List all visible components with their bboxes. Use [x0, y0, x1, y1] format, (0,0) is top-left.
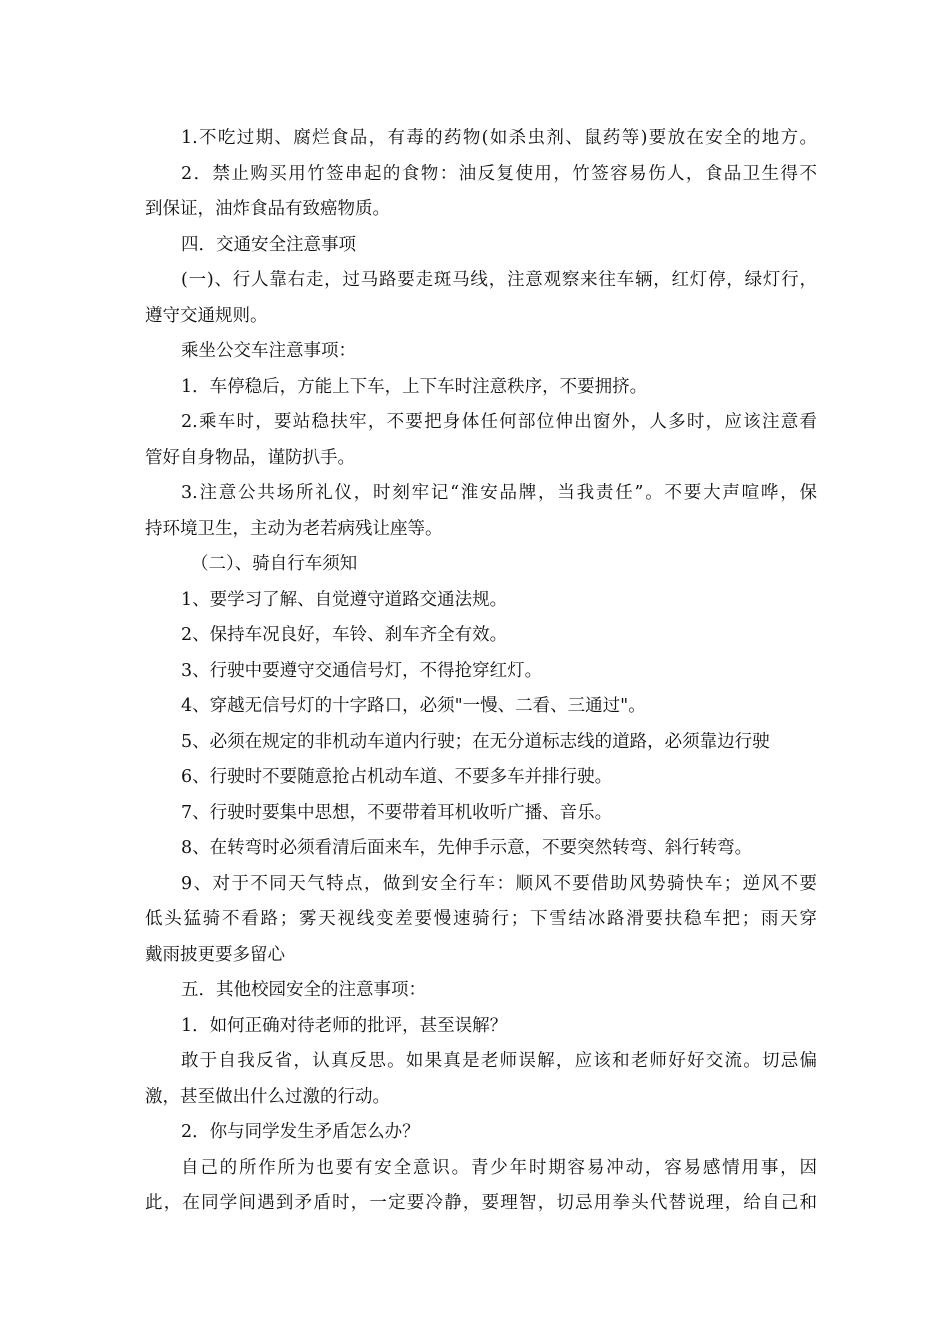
list-item: 6、行驶时不要随意抢占机动车道、不要多车并排行驶。	[181, 767, 613, 787]
paragraph-line: 戴雨披更要多留心	[145, 944, 285, 965]
paragraph-line: 3.注意公共场所礼仪，时刻牢记“淮安品牌，当我责任”。不要大声喧哗，保	[181, 483, 817, 503]
section-heading: 四．交通安全注意事项	[181, 234, 356, 255]
paragraph-line: 此，在同学间遇到矛盾时，一定要冷静，要理智，切忌用拳头代替说理，给自己和	[145, 1193, 817, 1213]
paragraph-line: 到保证，油炸食品有致癌物质。	[145, 199, 390, 219]
list-item: 5、必须在规定的非机动车道内行驶；在无分道标志线的道路，必须靠边行驶	[181, 731, 770, 752]
question-line: 2．你与同学发生矛盾怎么办？	[181, 1122, 420, 1142]
paragraph-line: 2.乘车时，要站稳扶牢，不要把身体任何部位伸出窗外，人多时，应该注意看	[181, 412, 817, 432]
paragraph-line: 管好自身物品，谨防扒手。	[145, 447, 355, 468]
list-item: 1、要学习了解、自觉遵守道路交通法规。	[181, 589, 508, 610]
subsection-heading: （二）、骑自行车须知	[191, 554, 358, 574]
paragraph-line: 敢于自我反省，认真反思。如果真是老师误解，应该和老师好好交流。切忌偏	[181, 1051, 817, 1071]
list-item: 9、对于不同天气特点，做到安全行车：顺风不要借助风势骑快车；逆风不要	[181, 873, 817, 894]
subsection-heading: 乘坐公交车注意事项：	[181, 341, 356, 361]
list-item: 3、行驶中要遵守交通信号灯，不得抢穿红灯。	[181, 660, 543, 681]
paragraph-line: 遵守交通规则。	[145, 305, 268, 326]
paragraph-line: 激，甚至做出什么过激的行动。	[145, 1086, 390, 1107]
document-body	[145, 121, 817, 1222]
paragraph-line: 低头猛骑不看路；雾天视线变差要慢速骑行；下雪结冰路滑要扶稳车把；雨天穿	[145, 909, 817, 929]
paragraph-line: 1．车停稳后，方能上下车，上下车时注意秩序，不要拥挤。	[181, 376, 648, 397]
paragraph-line: 持环境卫生，主动为老若病残让座等。	[145, 518, 443, 539]
list-item: 8、在转弯时必须看清后面来车，先伸手示意，不要突然转弯、斜行转弯。	[181, 838, 753, 858]
paragraph-line: 2．禁止购买用竹签串起的食物：油反复使用，竹签容易伤人，食品卫生得不	[181, 163, 817, 184]
question-line: 1．如何正确对待老师的批评，甚至误解？	[181, 1015, 508, 1036]
paragraph-line: (一)、行人靠右走，过马路要走斑马线，注意观察来往车辆，红灯停，绿灯行，	[181, 270, 817, 290]
list-item: 7、行驶时要集中思想，不要带着耳机收听广播、音乐。	[181, 802, 613, 823]
paragraph-line: 1.不吃过期、腐烂食品，有毒的药物(如杀虫剂、鼠药等)要放在安全的地方。	[181, 128, 817, 148]
section-heading: 五．其他校园安全的注意事项：	[181, 980, 426, 1000]
list-item: 2、保持车况良好，车铃、刹车齐全有效。	[181, 625, 508, 645]
paragraph-line: 自己的所作所为也要有安全意识。青少年时期容易冲动，容易感情用事，因	[181, 1157, 817, 1178]
list-item: 4、穿越无信号灯的十字路口，必须"一慢、二看、三通过"。	[181, 696, 646, 716]
